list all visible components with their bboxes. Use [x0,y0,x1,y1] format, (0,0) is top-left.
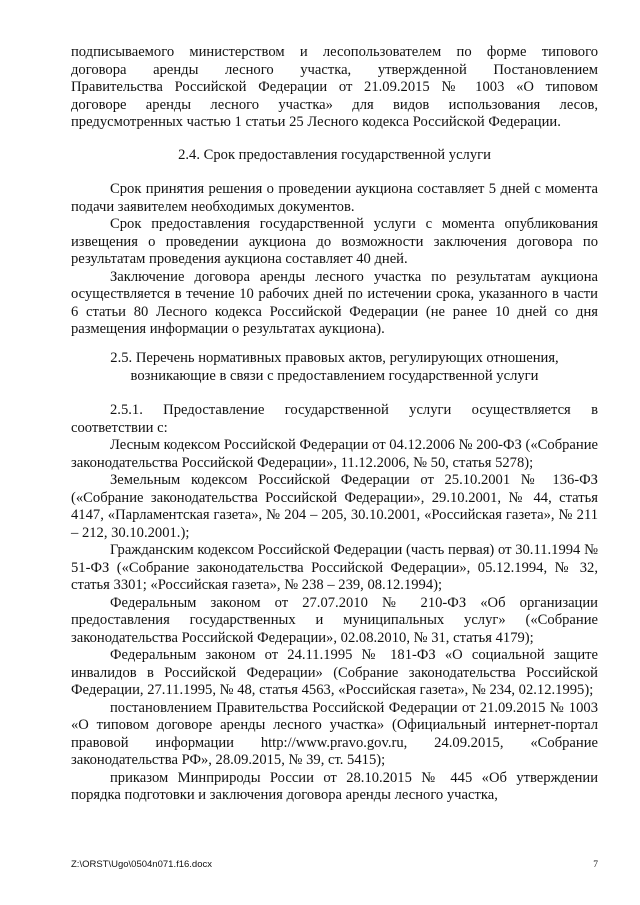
section-2-4-paragraph-3: Заключение договора аренды лесного участка по результатам аукциона осуществляется в течение 10 рабочих дней по истечении срока, указанного в части 6 статьи 80 Лесного кодекса Российской Федерации (не ранее 10 дней со дня размещения информации о результатах аукциона). [71,268,598,337]
section-2-5-heading-line-1: 2.5. Перечень нормативных правовых актов, регулирующих отношения, [110,350,559,366]
section-2-5-1-intro: 2.5.1. Предоставление государственной услуги осуществляется в соответствии с: [71,402,598,436]
intro-line: подписываемого министерством и лесопользователем по форме типового [71,44,598,60]
legal-act-item: Лесным кодексом Российской Федерации от 04.12.2006 № 200-ФЗ («Собрание законодательства Российской Федерации», 11.12.2006, № 50, статья 5278); [71,437,598,471]
intro-line: договоре аренды лесного участка» для видов использования лесов, [71,96,598,113]
section-2-4-heading: 2.4. Срок предоставления государственной услуги [178,147,491,163]
legal-act-item: Федеральным законом от 27.07.2010 № 210-ФЗ «Об организации предоставления государственных и муниципальных услуг» («Собрание законодательства Российской Федерации», 02.08.2010, № 31, статья 4179); [71,594,598,646]
footer-page-number: 7 [593,860,598,870]
section-2-5-body [71,402,598,805]
section-2-4-heading-block [71,147,598,165]
legal-act-item: приказом Минприроды России от 28.10.2015 № 445 «Об утверждении порядка подготовки и заключения договора аренды лесного участка, [71,769,598,803]
intro-line: Правительства Российской Федерации от 21.09.2015 № 1003 «О типовом [71,79,598,95]
section-2-5-heading-block [71,350,598,385]
legal-act-item: Гражданским кодексом Российской Федерации (часть первая) от 30.11.1994 № 51-ФЗ («Собрание законодательства Российской Федерации», 05.12.1994, № 32, статья 3301; «Российская газета», № 238 – 239, 08.12.1994); [71,542,598,593]
section-2-4-paragraph-2: Срок предоставления государственной услуги с момента опубликования извещения о проведении аукциона до возможности заключения договора по результатам проведения аукциона составляет 40 дней. [71,216,598,267]
footer-file-path: Z:\ORST\Ugo\0504n071.f16.docx [71,859,212,870]
section-2-4-body [71,181,598,339]
legal-act-item: Федеральным законом от 24.11.1995 № 181-ФЗ «О социальной защите инвалидов в Российской Федерации» (Собрание законодательства Российской Федерации, 27.11.1995, № 48, статья 4563, «Российская газета», № 234, 02.12.1995); [71,647,598,698]
intro-line: предусмотренных частью 1 статьи 25 Лесного кодекса Российской Федерации. [71,114,561,130]
intro-paragraph [71,44,598,132]
legal-act-item: постановлением Правительства Российской Федерации от 21.09.2015 № 1003 «О типовом договоре аренды лесного участка» (Официальный интернет-портал правовой информации http://www.pravo.gov.ru, 24.09.2015, «Собрание законодательства РФ», 28.09.2015, № 39, ст. 5415); [71,699,598,768]
section-2-4-paragraph-1: Срок принятия решения о проведении аукциона составляет 5 дней с момента подачи заявителем необходимых документов. [71,181,598,215]
legal-act-item: Земельным кодексом Российской Федерации от 25.10.2001 № 136-ФЗ («Собрание законодательства Российской Федерации», 29.10.2001, № 44, статья 4147, «Парламентская газета», № 204 – 205, 30.10.2001, «Российская газета», № 211 – 212, 30.10.2001.); [71,472,598,541]
intro-line: договора аренды лесного участка, утвержденной Постановлением [71,61,598,78]
section-2-5-heading-line-2: возникающие в связи с предоставлением государственной услуги [130,367,539,384]
